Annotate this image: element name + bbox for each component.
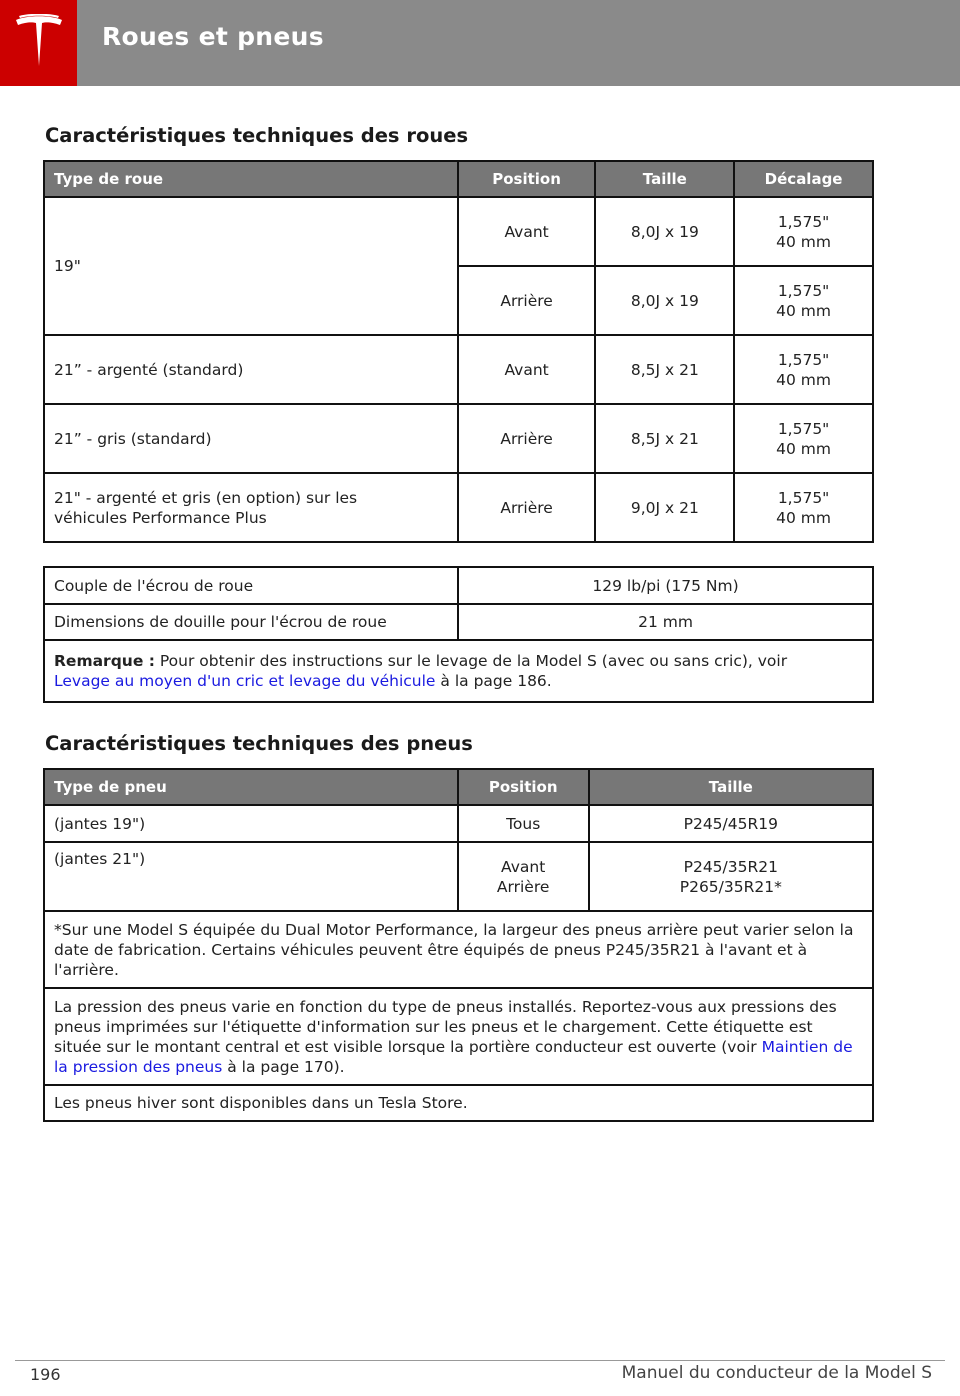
- wheel-type-cell: 21” - gris (standard): [44, 404, 458, 473]
- table-row: [44, 988, 873, 1085]
- winter-tires-cell: Les pneus hiver sont disponibles dans un Tesla Store.: [44, 1085, 873, 1121]
- footer-title: Manuel du conducteur de la Model S: [621, 1363, 932, 1383]
- column-header: Taille: [589, 769, 873, 805]
- pressure-link[interactable]: Maintien de la pression des pneus: [54, 1037, 853, 1076]
- tires-heading: Caractéristiques techniques des pneus: [45, 732, 473, 755]
- column-header: Type de pneu: [44, 769, 458, 805]
- position-cell: Arrière: [458, 404, 596, 473]
- size-cell: P245/45R19: [589, 805, 873, 842]
- position-cell: Arrière: [458, 266, 596, 335]
- column-header: Position: [458, 161, 596, 197]
- tesla-t-icon: [14, 14, 64, 70]
- table-row: [44, 911, 873, 988]
- table-header-row: [44, 161, 873, 197]
- note-label: Remarque :: [54, 652, 155, 670]
- note-suffix: à la page 186.: [440, 672, 552, 690]
- footer-divider: [15, 1360, 945, 1361]
- offset-cell: 1,575" 40 mm: [734, 404, 873, 473]
- tires-table: [43, 768, 874, 1122]
- position-cell: Avant Arrière: [458, 842, 589, 911]
- size-cell: 8,5J x 21: [595, 335, 734, 404]
- table-header-row: [44, 769, 873, 805]
- size-cell: 8,5J x 21: [595, 404, 734, 473]
- column-header: Taille: [595, 161, 734, 197]
- footnote-cell: *Sur une Model S équipée du Dual Motor Performance, la largeur des pneus arrière peut varier selon la date de fabrication. Certains véhicules peuvent être équipés de pneus P245/35R21 à l'avant et à l'arrière.: [44, 911, 873, 988]
- socket-value: 21 mm: [458, 604, 873, 640]
- tire-type-cell: (jantes 21"): [44, 842, 458, 911]
- table-row: [44, 604, 873, 640]
- table-row: [44, 473, 873, 542]
- wheels-heading: Caractéristiques techniques des roues: [45, 124, 469, 147]
- wheel-type-cell: 21" - argenté et gris (en option) sur les véhicules Performance Plus: [44, 473, 458, 542]
- position-cell: Tous: [458, 805, 589, 842]
- offset-cell: 1,575" 40 mm: [734, 473, 873, 542]
- wheel-type-cell: 21” - argenté (standard): [44, 335, 458, 404]
- position-cell: Avant: [458, 335, 596, 404]
- tire-type-cell: (jantes 19"): [44, 805, 458, 842]
- size-cell: 8,0J x 19: [595, 197, 734, 266]
- tesla-logo: [0, 0, 77, 86]
- page-title: Roues et pneus: [102, 22, 324, 51]
- offset-cell: 1,575" 40 mm: [734, 266, 873, 335]
- socket-label: Dimensions de douille pour l'écrou de roue: [44, 604, 458, 640]
- pressure-suffix: à la page 170).: [227, 1057, 345, 1076]
- table-row: [44, 842, 873, 911]
- wheels-table: [43, 160, 874, 543]
- size-cell: P245/35R21 P265/35R21*: [589, 842, 873, 911]
- jacking-link[interactable]: Levage au moyen d'un cric et levage du véhicule: [54, 672, 436, 690]
- position-cell: Arrière: [458, 473, 596, 542]
- pressure-text: La pression des pneus varie en fonction du type de pneus installés. Reportez-vous aux pressions des pneus imprimées sur l'étiquette d'information sur les pneus et le chargement. Cette étiquette est située sur le montant central et est visible lorsque la portière conducteur est ouverte (voir: [54, 997, 837, 1056]
- torque-label: Couple de l'écrou de roue: [44, 567, 458, 604]
- torque-value: 129 lb/pi (175 Nm): [458, 567, 873, 604]
- column-header: Décalage: [734, 161, 873, 197]
- table-row: [44, 404, 873, 473]
- wheel-type-cell: 19": [44, 197, 458, 335]
- page-header: [0, 0, 960, 86]
- table-row: [44, 640, 873, 702]
- size-cell: 9,0J x 21: [595, 473, 734, 542]
- lug-nut-table: [43, 566, 874, 703]
- offset-cell: 1,575" 40 mm: [734, 197, 873, 266]
- size-cell: 8,0J x 19: [595, 266, 734, 335]
- table-row: [44, 567, 873, 604]
- table-row: [44, 805, 873, 842]
- column-header: Type de roue: [44, 161, 458, 197]
- page-number: 196: [30, 1365, 61, 1384]
- note-text: Pour obtenir des instructions sur le levage de la Model S (avec ou sans cric), voir: [159, 652, 788, 670]
- column-header: Position: [458, 769, 589, 805]
- table-row: [44, 197, 873, 266]
- note-cell: [44, 640, 873, 702]
- table-row: [44, 1085, 873, 1121]
- offset-cell: 1,575" 40 mm: [734, 335, 873, 404]
- table-row: [44, 335, 873, 404]
- position-cell: Avant: [458, 197, 596, 266]
- pressure-cell: [44, 988, 873, 1085]
